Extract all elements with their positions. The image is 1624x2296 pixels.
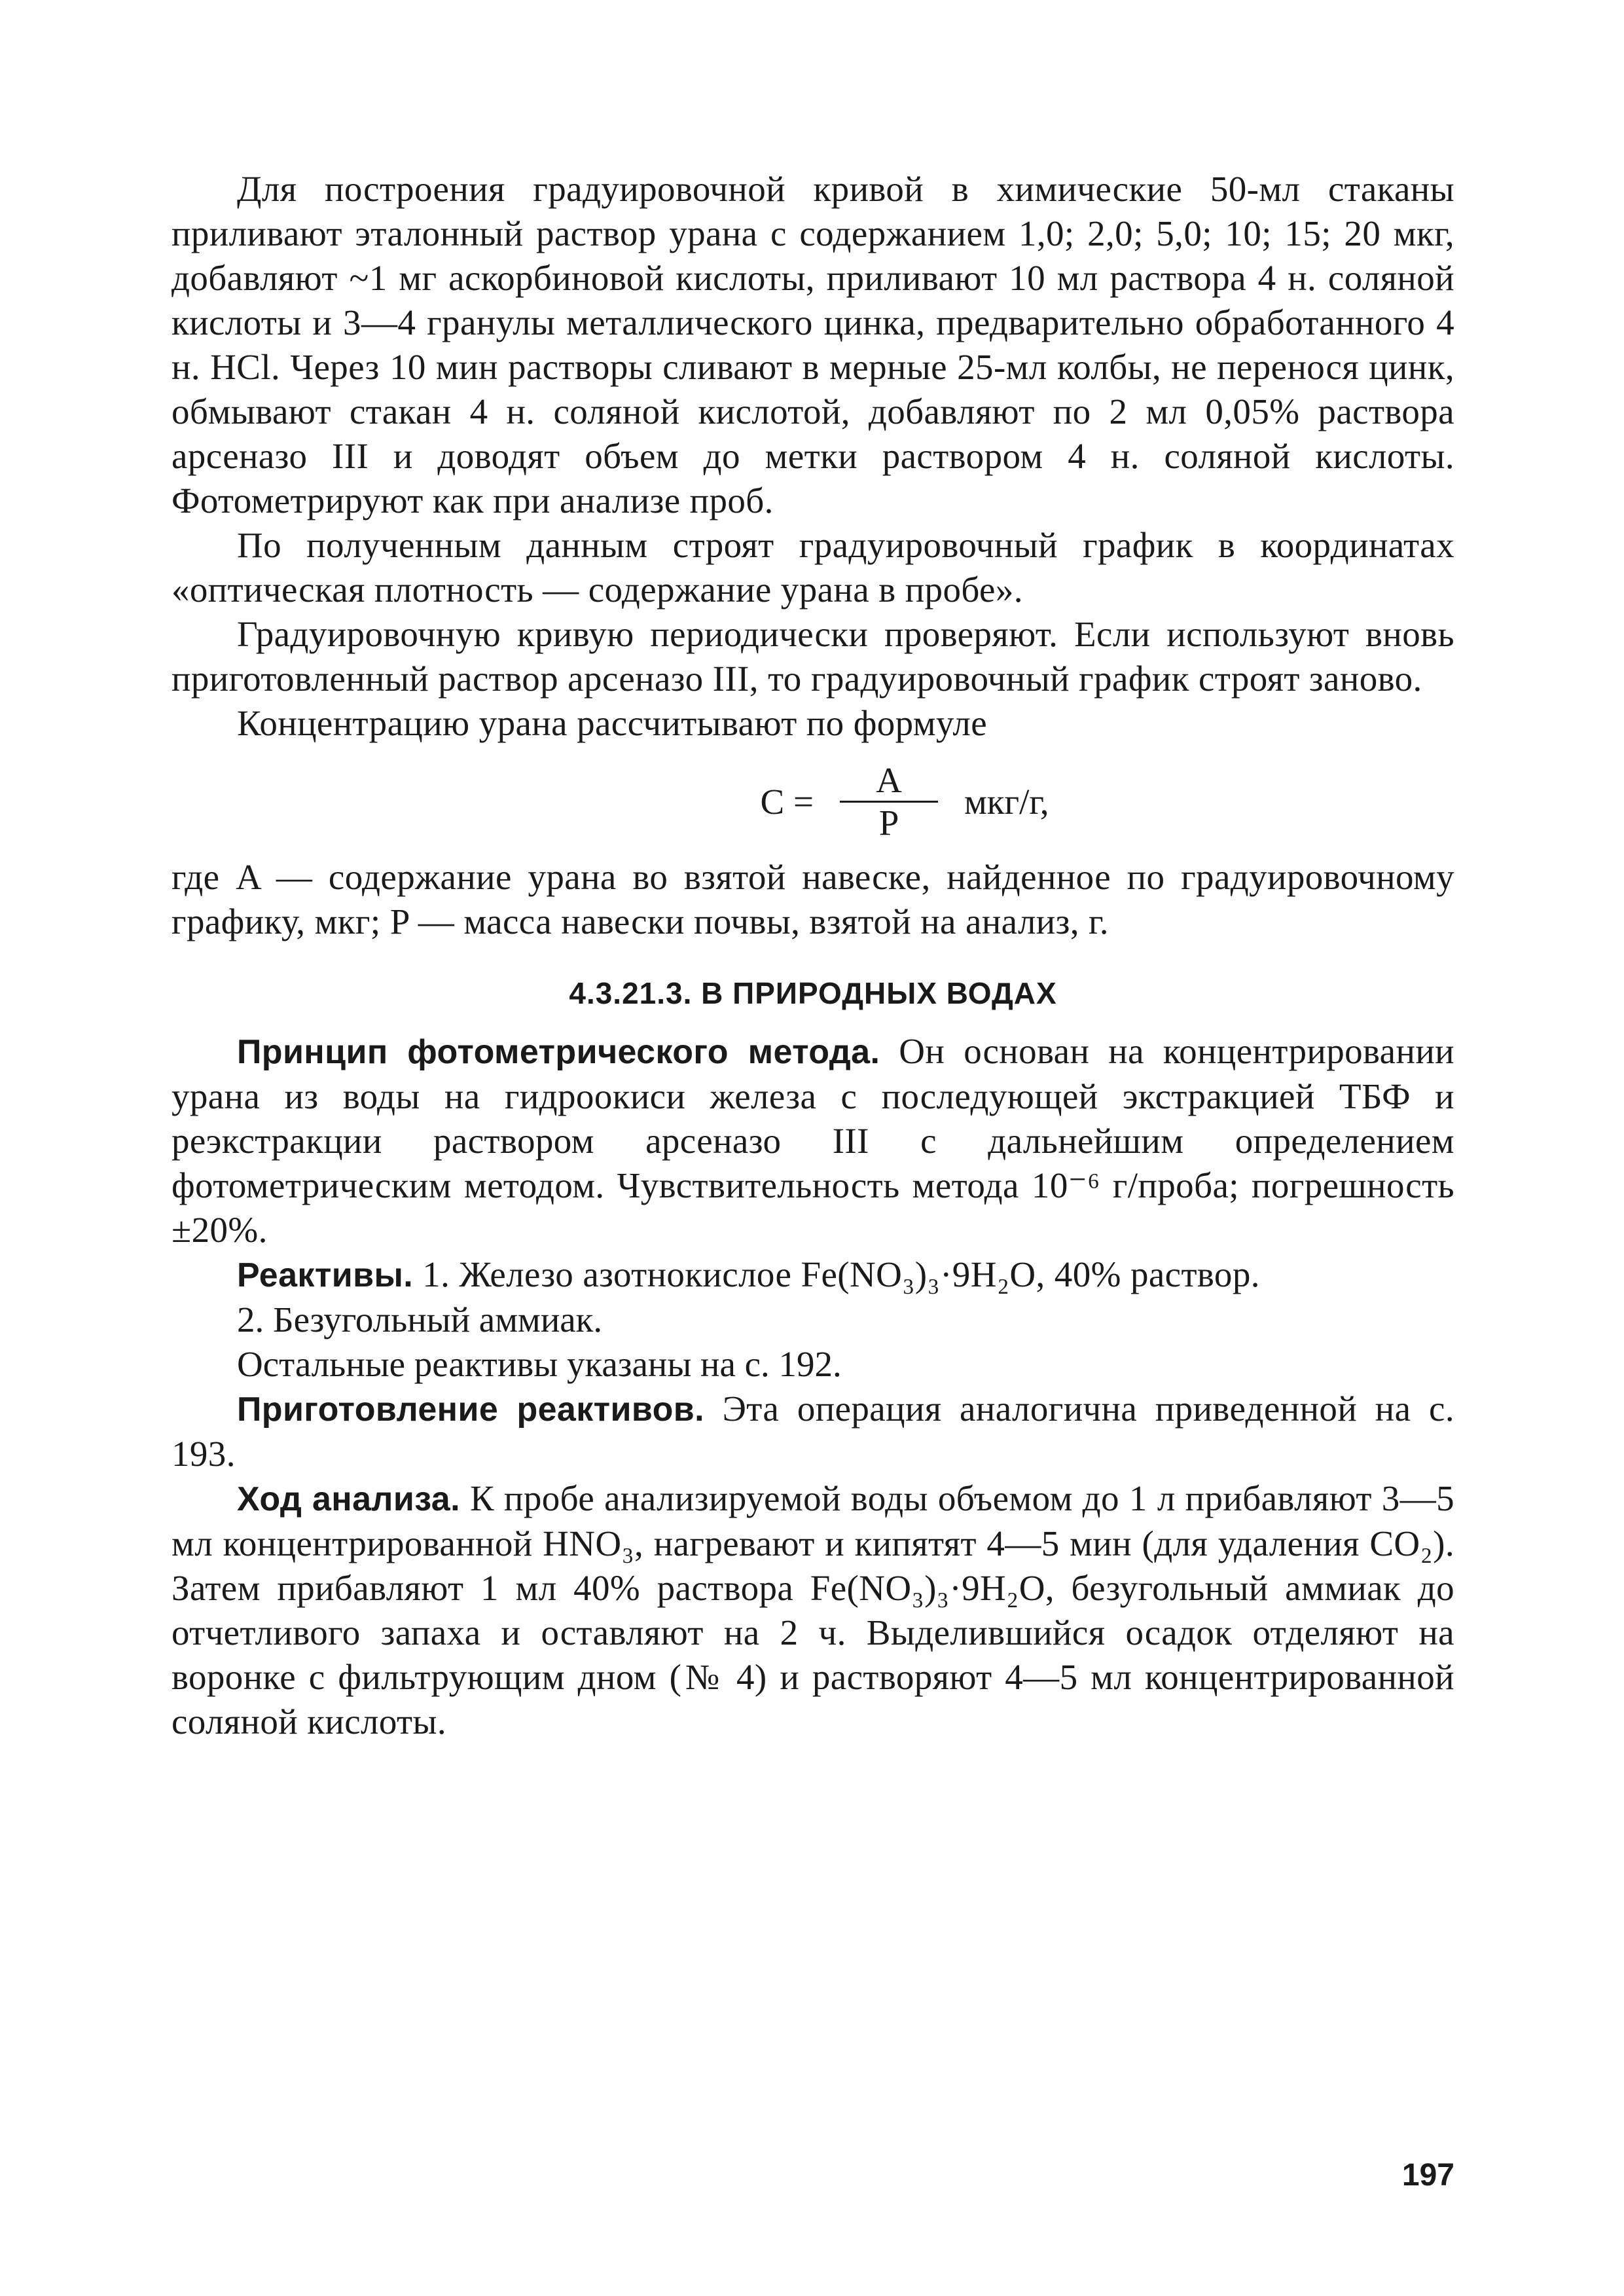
paragraph-calibration-graph: По полученным данным строят градуировочный график в координатах «оптическая плотность — содержание урана в пробе». [171,525,1454,610]
preparation-heading: Приготовление реактивов. [237,1391,704,1429]
reagents-text: 1. Железо азотнокислое Fe(NO₃)₃·9H₂O, 40% раствор. [413,1254,1260,1294]
procedure-text: К пробе анализируемой воды объемом до 1 л прибавляют 3—5 мл концентрированной HNO₃, нагревают и кипятят 4—5 мин (для удаления CO₂). Затем прибавляют 1 мл 40% раствора Fe(NO₃)₃·9H₂O, безугольный аммиак до отчетливого запаха и оставляют на 2 ч. Выделившийся осадок отделяют на воронке с фильтрующим дном (№ 4) и растворяют 4—5 мл концентрированной соляной кислоты. [171,1478,1454,1741]
paragraph-procedure [171,1476,1454,1744]
paragraph-concentration-intro: Концентрацию урана рассчитывают по формуле [237,703,988,743]
procedure-heading: Ход анализа. [237,1480,460,1518]
formula-denominator: P [878,803,899,843]
paragraph-reagents [171,1252,1454,1298]
reagents-rest: Остальные реактивы указаны на с. 192. [237,1344,842,1384]
page-number: 197 [1401,2158,1454,2193]
paragraph-formula-legend: где A — содержание урана во взятой навеске, найденное по градуировочному графику, мкг; P — масса навески почвы, взятой на анализ, г. [171,857,1454,941]
formula-lhs: C = [760,782,814,822]
formula-unit: мкг/г, [964,782,1049,822]
paragraph-principle [171,1029,1454,1252]
reagent-item-2: 2. Безугольный аммиак. [237,1300,603,1339]
paragraph-preparation [171,1387,1454,1476]
section-heading: 4.3.21.3. В ПРИРОДНЫХ ВОДАХ [569,976,1057,1010]
paragraph-calibration-check: Градуировочную кривую периодически проверяют. Если используют вновь приготовленный раствор арсеназо III, то градуировочный график строят заново. [171,614,1454,699]
principle-text: Он основан на концентрировании урана из воды на гидроокиси железа с последующей экстракцией ТБФ и реэкстракции раствором арсеназо III с дальнейшим определением фотометрическим методом. Чувствительность метода 10⁻⁶ г/проба; погрешность ±20%. [171,1031,1454,1250]
concentration-formula [171,760,1454,843]
preparation-text: Эта операция аналогична приведенной на с. 193. [171,1389,1454,1474]
reagents-heading: Реактивы. [237,1256,414,1294]
book-page [171,167,1454,2203]
principle-heading: Принцип фотометрического метода. [237,1033,880,1071]
formula-numerator: A [876,760,902,800]
formula-fraction [840,760,938,843]
paragraph-calibration-procedure: Для построения градуировочной кривой в химические 50-мл стаканы приливают эталонный раствор урана с содержанием 1,0; 2,0; 5,0; 10; 15; 20 мкг, добавляют ~1 мг аскорбиновой кислоты, приливают 10 мл раствора 4 н. соляной кислоты и 3—4 гранулы металлического цинка, предварительно обработанного 4 н. HCl. Через 10 мин растворы сливают в мерные 25-мл колбы, не перенося цинк, обмывают стакан 4 н. соляной кислотой, добавляют по 2 мл 0,05% раствора арсеназо III и доводят объем до метки раствором 4 н. соляной кислоты. Фотометрируют как при анализе проб. [171,169,1454,520]
